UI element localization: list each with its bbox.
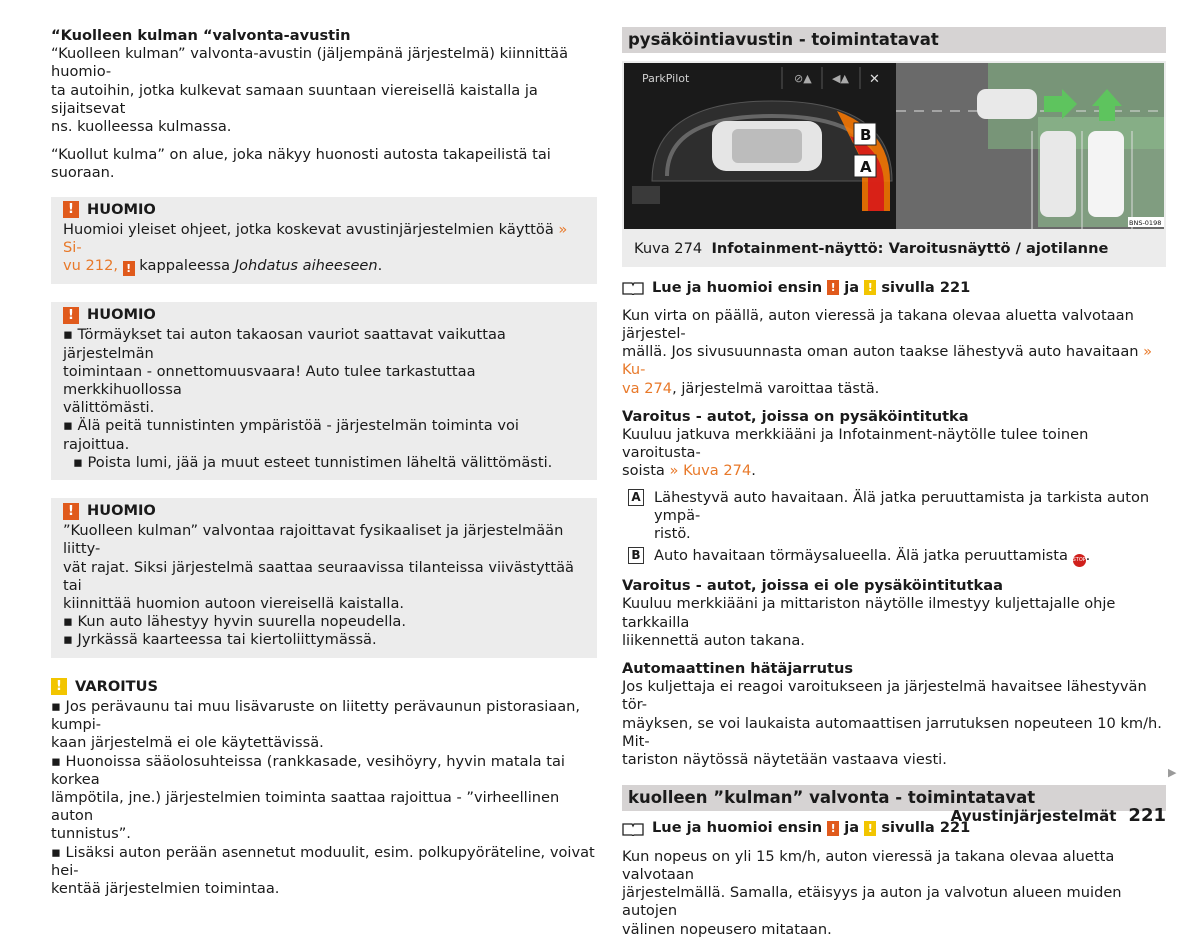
caution-icon: ! (864, 280, 876, 295)
warning-text: ▪ Törmäykset tai auton takaosan vauriot saattavat vaikuttaa järjestelmän (63, 326, 506, 362)
body-text: mäyksen, se voi laukaista automaattisen jarrutuksen nopeuteen 10 km/h. Mit- (622, 714, 1162, 750)
warning-text: vu 212, ! kappaleessa Johdatus aiheeseen. (63, 257, 383, 276)
chapter-name: Avustinjärjestelmät (950, 807, 1117, 825)
caution-text: ▪ Huonoissa sääolosuhteissa (rankkasade, vesihöyry, hyvin matala tai korkea (51, 752, 565, 788)
body-text: va 274, järjestelmä varoittaa tästä. (622, 379, 880, 397)
body-text: järjestelmällä. Samalla, etäisyys ja auton ja valvotun alueen muiden autojen (622, 884, 1122, 920)
intro-line: ta autoihin, jotka kulkevat samaan suuntaan viereisellä kaistalla ja sijaitsevat (51, 81, 538, 117)
stop-icon: STOP (1073, 554, 1086, 567)
read-first-and: ja (844, 819, 860, 837)
body-text: Jos kuljettaja ei reagoi varoitukseen ja järjestelmä havaitsee lähestyvän tör- (622, 678, 1147, 714)
definition-line: “Kuollut kulma” on alue, joka näkyy huonosti autosta takapeilistä tai suoraan. (51, 146, 551, 182)
intro-line: “Kuolleen kulman” valvonta-avustin (jäljempänä järjestelmä) kiinnittää huomio- (51, 45, 569, 81)
page-link[interactable]: » Si- (63, 220, 568, 257)
list-item-text: Lähestyvä auto havaitaan. Älä jatka peruuttamista ja tarkista auton ympä- (654, 488, 1150, 524)
page-link[interactable]: vu 212, (63, 257, 119, 275)
page-footer (951, 805, 1166, 826)
caution-text: ▪ Jos perävaunu tai muu lisävaruste on liitetty perävaunun pistorasiaan, kumpi- (51, 697, 581, 734)
body-text: välinen nopeusero mitataan. (622, 920, 832, 938)
warning-title (63, 306, 585, 324)
sound-off-icon[interactable]: ◀▲ (832, 72, 849, 86)
subheading: Varoitus - autot, joissa on pysäköintitutka (622, 407, 969, 425)
screen-title: ParkPilot (642, 72, 690, 86)
book-icon (622, 822, 644, 836)
warning-title-text: HUOMIO (87, 200, 156, 218)
subheading: Varoitus - autot, joissa ei ole pysäköintitutkaa (622, 577, 1003, 595)
body-text: Kun nopeus on yli 15 km/h, auton vieressä ja takana olevaa aluetta valvotaan (622, 847, 1115, 883)
body-text: Kun virta on päällä, auton vieressä ja takana olevaa aluetta valvotaan järjestel- (622, 306, 1134, 343)
figure-label: Kuva 274 (634, 240, 703, 258)
body-text: tariston näytössä näytetään vastaava viesti. (622, 751, 947, 769)
car-roof (732, 129, 802, 163)
warning-icon: ! (63, 201, 79, 218)
figure-link[interactable]: » Kuva 274 (669, 462, 752, 480)
warning-text: välittömästi. (63, 399, 155, 417)
page-number: 221 (1128, 805, 1166, 826)
read-first-text: Lue ja huomioi ensin (652, 819, 823, 837)
body-text: mällä. Jos sivusuunnasta oman auton taakse lähestyvä auto havaitaan » Ku- (622, 343, 1153, 379)
right-column (622, 27, 1166, 939)
caution-text: tunnistus”. (51, 825, 131, 843)
warning-box-2 (51, 302, 597, 480)
caution-box (51, 674, 597, 906)
caution-text: ▪ Lisäksi auton perään asennetut moduulit, esim. polkupyöräteline, voivat hei- (51, 843, 595, 879)
warning-text: vät rajat. Siksi järjestelmä saattaa seuraavissa tilanteissa viivästyttää tai (63, 558, 574, 594)
caution-icon: ! (51, 678, 67, 695)
caution-title-text: VAROITUS (75, 677, 158, 695)
list-item-a (628, 489, 1166, 544)
own-car (1088, 131, 1124, 217)
warning-title (63, 502, 585, 520)
figure-274 (622, 61, 1166, 266)
warning-text: toimintaan - onnettomuusvaara! Auto tulee tarkastuttaa merkkihuollossa (63, 362, 476, 399)
section-heading: kuolleen ”kulman” valvonta - toimintatavat (622, 785, 1166, 811)
body-text: liikennettä auton takana. (622, 631, 805, 649)
trailer-icon (632, 186, 660, 204)
list-item-text: ristö. (654, 525, 691, 543)
caution-text: kentää järjestelmien toimintaa. (51, 879, 280, 897)
figure-link[interactable]: va 274 (622, 379, 673, 397)
section-heading: pysäköintiavustin - toimintatavat (622, 27, 1166, 53)
read-first-and: ja (844, 278, 860, 296)
warning-icon: ! (63, 307, 79, 324)
read-first-line (622, 279, 1166, 297)
close-icon[interactable]: ✕ (869, 72, 880, 88)
warning-text: ▪ Älä peitä tunnistinten ympäristöä - järjestelmän toiminta voi rajoittua. (63, 417, 519, 453)
warning-icon: ! (827, 280, 839, 295)
warning-text: ”Kuolleen kulman” valvontaa rajoittavat fysikaaliset ja järjestelmään liitty- (63, 522, 564, 558)
read-first-page: sivulla 221 (881, 819, 971, 837)
label-b-text: B (860, 126, 872, 145)
read-first-text: Lue ja huomioi ensin (652, 278, 823, 296)
sensor-mute-icon[interactable]: ⊘▲ (794, 72, 812, 86)
warning-icon: ! (123, 261, 135, 276)
caution-title (51, 678, 597, 696)
parked-car (1040, 131, 1076, 217)
list-item-text: Auto havaitaan törmäysalueella. Älä jatka peruuttamista STOP. (654, 547, 1090, 567)
list-item-b (628, 547, 1166, 567)
figure-caption (622, 236, 1166, 258)
caution-icon: ! (864, 821, 876, 836)
intro-title: “Kuolleen kulman “valvonta-avustin (51, 27, 351, 44)
warning-subitem: ▪ Poista lumi, jää ja muut esteet tunnistimen läheltä välittömästi. (73, 453, 553, 471)
approaching-car (977, 89, 1037, 119)
warning-text: ▪ Jyrkässä kaarteessa tai kiertoliittymässä. (63, 631, 377, 649)
warning-box-3 (51, 498, 597, 658)
figure-code: BNS-0198 (1129, 219, 1162, 228)
figure-image (622, 61, 1166, 231)
read-first-page: sivulla 221 (881, 278, 971, 296)
warning-text: ▪ Kun auto lähestyy hyvin suurella nopeudella. (63, 613, 406, 631)
label-a-marker: A (628, 489, 644, 506)
warning-text: Huomioi yleiset ohjeet, jotka koskevat avustinjärjestelmien käyttöä » Si- (63, 220, 568, 257)
figure-link[interactable]: » Ku- (622, 343, 1153, 379)
next-page-arrow-icon[interactable]: ▶ (1168, 766, 1177, 779)
intro-line: ns. kuolleessa kulmassa. (51, 118, 232, 136)
warning-box-1 (51, 197, 597, 285)
left-column (51, 27, 597, 918)
warning-title-text: HUOMIO (87, 502, 156, 520)
figure-caption-text: Infotainment-näyttö: Varoitusnäyttö / ajotilanne (711, 240, 1109, 258)
warning-icon: ! (827, 821, 839, 836)
body-text: Kuuluu jatkuva merkkiääni ja Infotainment-näytölle tulee toinen varoitusta- (622, 426, 1089, 462)
body-text: Kuuluu merkkiääni ja mittariston näytölle ilmestyy kuljettajalle ohje tarkkailla (622, 595, 1116, 631)
caution-text: lämpötila, jne.) järjestelmien toiminta saattaa rajoittua - ”virheellinen auton (51, 788, 560, 825)
label-b-marker: B (628, 547, 644, 564)
warning-title (63, 201, 585, 219)
body-text: soista » Kuva 274. (622, 462, 756, 480)
warning-icon: ! (63, 503, 79, 520)
book-icon (622, 281, 644, 295)
warning-title-text: HUOMIO (87, 306, 156, 324)
warning-text: kiinnittää huomion autoon viereisellä kaistalla. (63, 595, 405, 613)
label-a-text: A (860, 158, 872, 177)
subheading: Automaattinen hätäjarrutus (622, 660, 854, 678)
caution-text: kaan järjestelmä ei ole käytettävissä. (51, 734, 324, 752)
